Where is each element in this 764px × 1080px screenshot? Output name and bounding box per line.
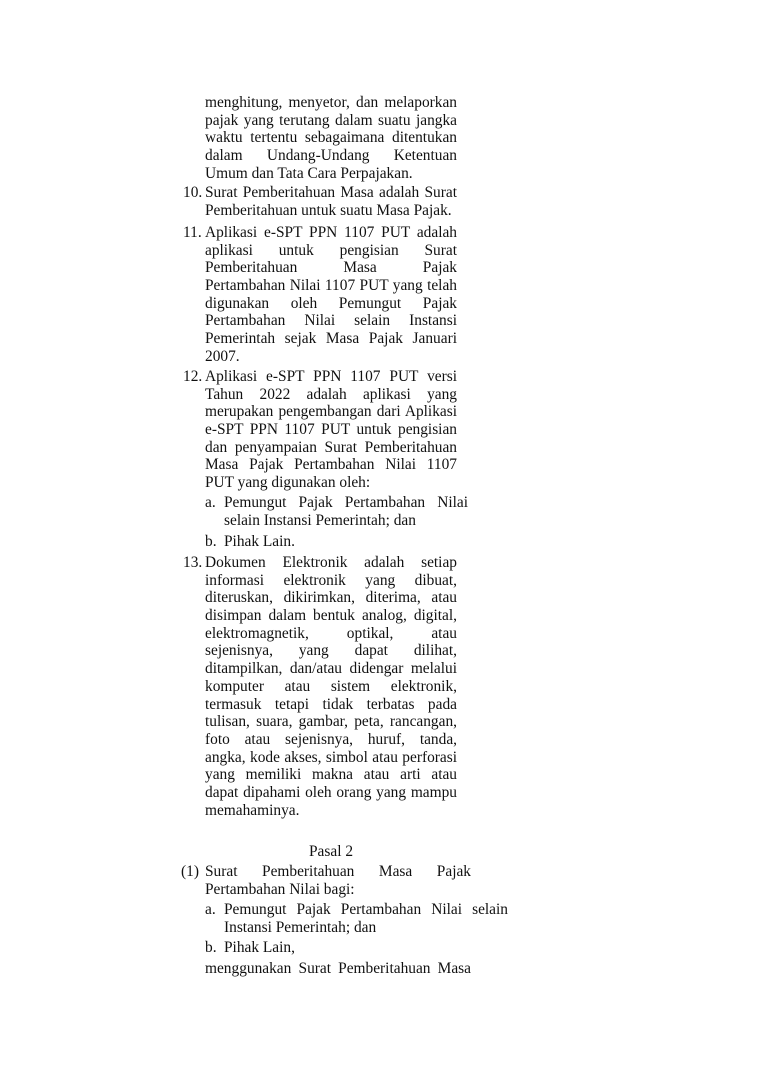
text-line: Pertambahan Nilai 1107 PUT yang telah xyxy=(205,277,457,295)
text-line: dalam Undang-Undang Ketentuan xyxy=(205,147,457,165)
text-line: Pemerintah sejak Masa Pajak Januari xyxy=(205,330,457,348)
text-line: Aplikasi e-SPT PPN 1107 PUT versi xyxy=(205,368,457,385)
text-line: memahaminya. xyxy=(205,801,300,819)
text-line: termasuk tetapi tidak terbatas pada xyxy=(205,695,457,713)
definition-13 xyxy=(183,554,457,819)
text-line: foto atau sejenisnya, huruf, tanda, xyxy=(205,730,457,748)
text-line: PUT yang digunakan oleh: xyxy=(205,474,371,492)
list-marker: a. xyxy=(205,901,216,918)
list-marker: (1) xyxy=(181,863,199,880)
text-line: Surat Pemberitahuan Masa adalah Surat xyxy=(205,184,457,201)
list-marker: b. xyxy=(205,939,217,956)
text-line: aplikasi untuk pengisian Surat xyxy=(205,241,457,259)
text-line: Pemungut Pajak Pertambahan Nilai xyxy=(224,494,468,511)
definition-12 xyxy=(183,368,457,492)
text-line: tulisan, suara, gambar, peta, rancangan, xyxy=(205,713,457,731)
text-line: Tahun 2022 adalah aplikasi yang xyxy=(205,385,457,403)
text-line: Pertambahan Nilai selain Instansi xyxy=(205,312,457,330)
text-line: ditampilkan, dan/atau didengar melalui xyxy=(205,660,457,678)
text-line: menggunakan Surat Pemberitahuan Masa xyxy=(205,960,471,977)
article-2-paragraph-1-a xyxy=(205,901,508,936)
text-line: 2007. xyxy=(205,347,240,365)
text-line: Pihak Lain. xyxy=(224,533,295,550)
article-2-paragraph-1-b xyxy=(205,939,508,957)
article-heading xyxy=(205,843,457,861)
text-line: Pemberitahuan untuk suatu Masa Pajak. xyxy=(205,201,452,219)
text-line: Pemungut Pajak Pertambahan Nilai selain xyxy=(224,901,508,918)
text-line: diteruskan, dikirimkan, diterima, atau xyxy=(205,589,457,607)
text-line: angka, kode akses, simbol atau perforasi xyxy=(205,748,457,766)
text-line: selain Instansi Pemerintah; dan xyxy=(224,511,416,529)
list-marker: 10. xyxy=(183,184,203,201)
text-line: Instansi Pemerintah; dan xyxy=(224,918,377,936)
definition-11 xyxy=(183,224,457,366)
definition-12-a xyxy=(205,494,468,529)
list-marker: 11. xyxy=(183,224,202,241)
text-line: komputer atau sistem elektronik, xyxy=(205,677,457,695)
text-line: pajak yang terutang dalam suatu jangka xyxy=(205,111,457,129)
text-line: dapat dipahami oleh orang yang mampu xyxy=(205,783,457,801)
text-line: dan penyampaian Surat Pemberitahuan xyxy=(205,438,457,456)
text-line: sejenisnya, yang dapat dilihat, xyxy=(205,642,457,660)
text-line: Masa Pajak Pertambahan Nilai 1107 xyxy=(205,456,457,474)
text-line: informasi elektronik yang dibuat, xyxy=(205,571,457,589)
definition-9-continuation xyxy=(205,94,457,182)
text-line: Surat Pemberitahuan Masa Pajak xyxy=(205,863,471,880)
text-line: Aplikasi e-SPT PPN 1107 PUT adalah xyxy=(205,224,457,241)
text-line: Dokumen Elektronik adalah setiap xyxy=(205,554,457,571)
text-line: e-SPT PPN 1107 PUT untuk pengisian xyxy=(205,421,457,439)
text-line: Pihak Lain, xyxy=(224,939,295,956)
text-line: disimpan dalam bentuk analog, digital, xyxy=(205,607,457,625)
text-line: merupakan pengembangan dari Aplikasi xyxy=(205,403,457,421)
text-line: elektromagnetik, optikal, atau xyxy=(205,624,457,642)
text-line: Umum dan Tata Cara Perpajakan. xyxy=(205,164,413,182)
text-line: Pertambahan Nilai bagi: xyxy=(205,880,355,898)
list-marker: 13. xyxy=(183,554,203,571)
text-line: waktu tertentu sebagaimana ditentukan xyxy=(205,129,457,147)
list-marker: b. xyxy=(205,533,217,550)
article-2-paragraph-1 xyxy=(181,863,471,898)
definition-10 xyxy=(183,184,457,219)
list-marker: 12. xyxy=(183,368,203,385)
definition-12-b xyxy=(205,533,468,551)
text-line: Pemberitahuan Masa Pajak xyxy=(205,259,457,277)
list-marker: a. xyxy=(205,494,216,511)
text-line: Pasal 2 xyxy=(308,843,354,860)
text-line: menghitung, menyetor, dan melaporkan xyxy=(205,94,457,111)
text-line: digunakan oleh Pemungut Pajak xyxy=(205,294,457,312)
article-2-paragraph-1-continuation xyxy=(205,960,471,978)
text-line: yang memiliki makna atau arti atau xyxy=(205,766,457,784)
